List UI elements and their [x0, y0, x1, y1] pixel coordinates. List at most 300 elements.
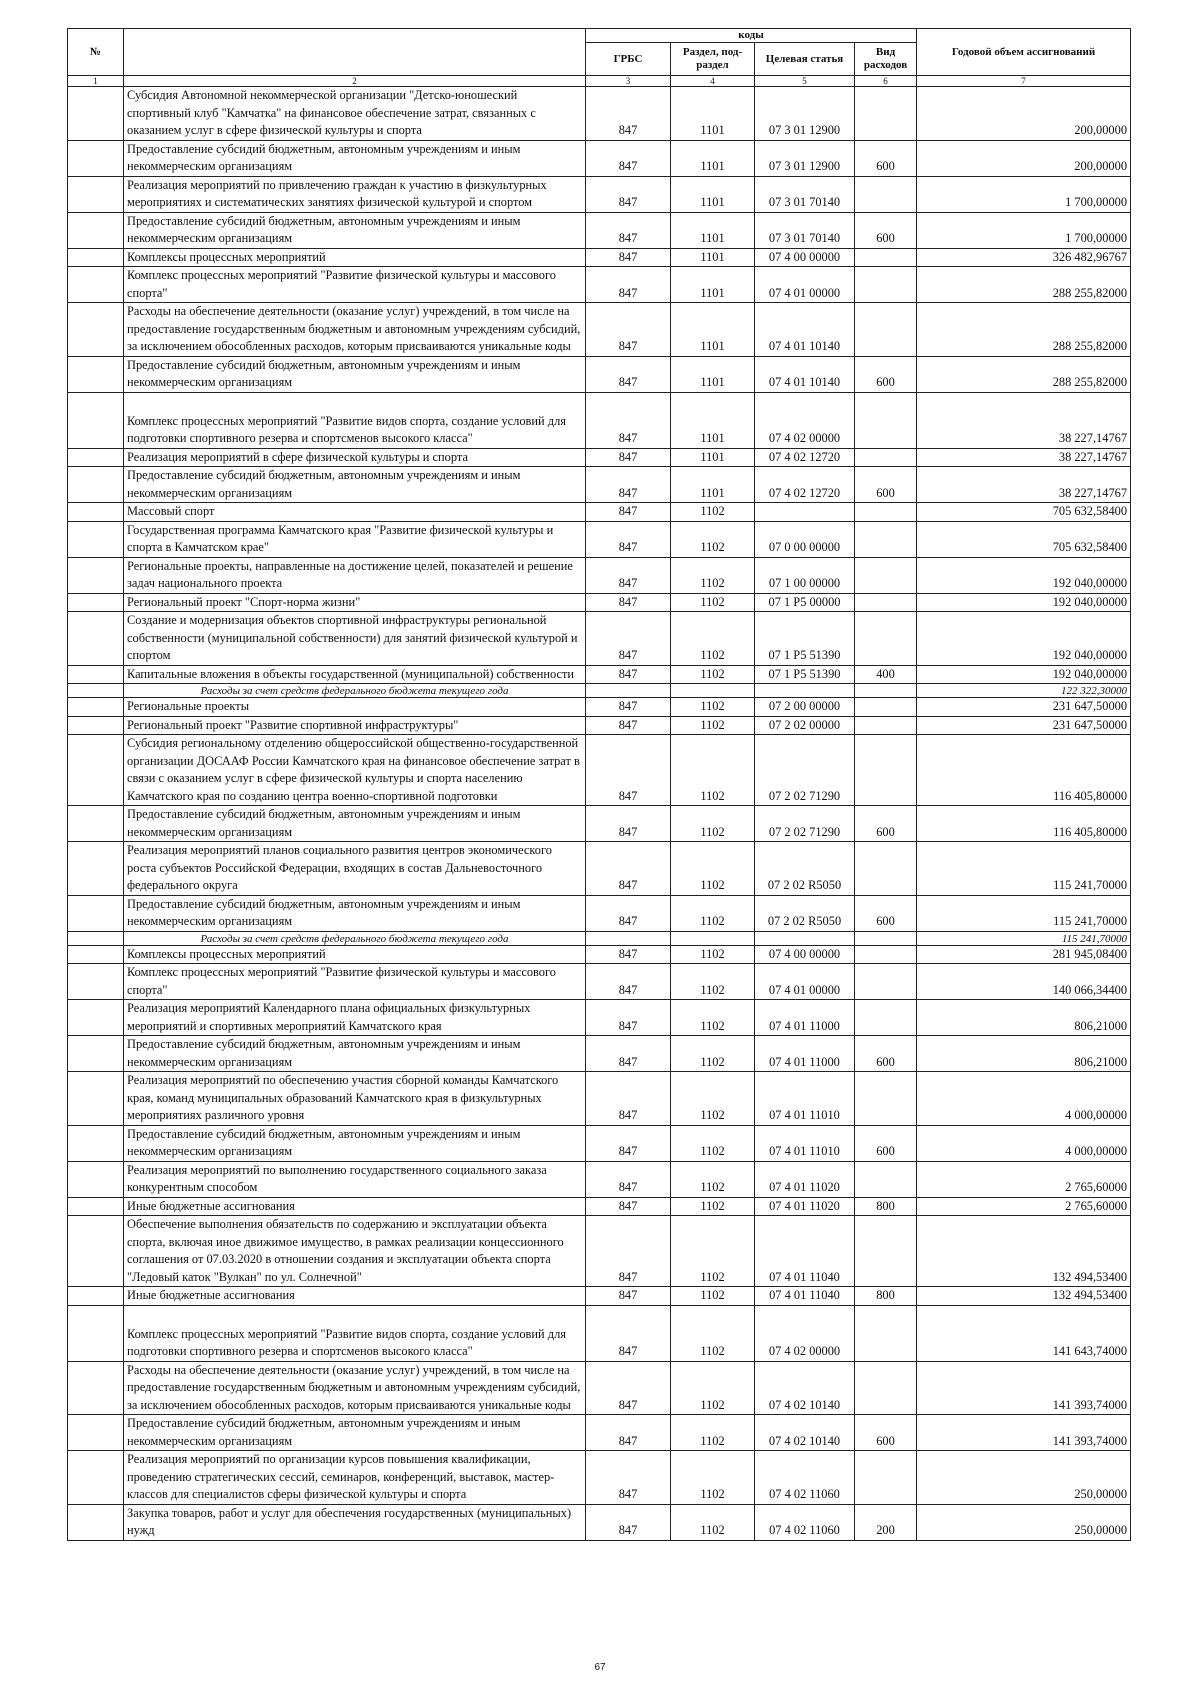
row-grbs-cell: 847: [586, 503, 671, 522]
row-target-cell: 07 4 02 00000: [755, 392, 855, 448]
row-grbs-cell: 847: [586, 176, 671, 212]
row-num-cell: [68, 593, 124, 612]
row-grbs-cell: 847: [586, 1197, 671, 1216]
table-row: [68, 557, 1131, 593]
row-grbs-cell: 847: [586, 964, 671, 1000]
row-target-cell: 07 4 01 11040: [755, 1287, 855, 1306]
row-grbs-cell: 847: [586, 467, 671, 503]
row-amount-cell: 141 393,74000: [917, 1361, 1131, 1415]
row-kind-cell: [855, 557, 917, 593]
row-amount-cell: 140 066,34400: [917, 964, 1131, 1000]
row-section-cell: 1101: [671, 448, 755, 467]
row-target-cell: 07 3 01 12900: [755, 87, 855, 141]
col-number: 7: [917, 76, 1131, 87]
row-section-cell: 1102: [671, 503, 755, 522]
table-row: [68, 842, 1131, 896]
row-target-cell: 07 4 01 00000: [755, 964, 855, 1000]
row-name-cell: Комплекс процессных мероприятий "Развитие видов спорта, создание условий для подготовки спортивного резерва и спортсменов высокого класса": [124, 1305, 586, 1361]
row-kind-cell: [855, 392, 917, 448]
table-row: [68, 1305, 1131, 1361]
row-amount-cell: 200,00000: [917, 87, 1131, 141]
row-amount-cell: 192 040,00000: [917, 612, 1131, 666]
row-num-cell: [68, 1504, 124, 1540]
row-num-cell: [68, 87, 124, 141]
row-section-cell: 1102: [671, 1000, 755, 1036]
row-target-cell: 07 4 02 10140: [755, 1415, 855, 1451]
row-name-cell: Иные бюджетные ассигнования: [124, 1197, 586, 1216]
row-kind-cell: [855, 716, 917, 735]
header-section: Раздел, под- раздел: [671, 43, 755, 76]
row-grbs-cell: 847: [586, 248, 671, 267]
row-name-cell: Обеспечение выполнения обязательств по содержанию и эксплуатации объекта спорта, включая иное движимое имущество, в рамках реализации концессионного соглашения от 07.03.2020 в отношении создания и эксплуатации объекта спорта "Ледовый каток "Вулкан" по ул. Солнечной": [124, 1216, 586, 1287]
row-kind-cell: 400: [855, 665, 917, 684]
header-name: [124, 29, 586, 76]
table-row: [68, 1000, 1131, 1036]
row-grbs-cell: 847: [586, 448, 671, 467]
row-grbs-cell: 847: [586, 895, 671, 931]
row-section-cell: 1102: [671, 945, 755, 964]
budget-table: [67, 28, 1131, 1541]
row-target-cell: 07 2 02 71290: [755, 806, 855, 842]
row-section-cell: 1101: [671, 248, 755, 267]
row-name-cell: Региональные проекты: [124, 698, 586, 717]
header-grbs: ГРБС: [586, 43, 671, 76]
table-row: [68, 303, 1131, 357]
row-amount-cell: 132 494,53400: [917, 1216, 1131, 1287]
row-amount-cell: 231 647,50000: [917, 716, 1131, 735]
row-name-cell: Предоставление субсидий бюджетным, автономным учреждениям и иным некоммерческим организациям: [124, 1125, 586, 1161]
row-name-cell: Закупка товаров, работ и услуг для обеспечения государственных (муниципальных) нужд: [124, 1504, 586, 1540]
row-name-cell: Создание и модернизация объектов спортивной инфраструктуры региональной собственности (муниципальной собственности) для занятий физической культурой и спортом: [124, 612, 586, 666]
row-amount-cell: 288 255,82000: [917, 356, 1131, 392]
row-section-cell: 1101: [671, 356, 755, 392]
table-row: [68, 895, 1131, 931]
row-name-cell: Массовый спорт: [124, 503, 586, 522]
row-kind-cell: [855, 1216, 917, 1287]
row-amount-cell: 192 040,00000: [917, 665, 1131, 684]
budget-sheet: [67, 28, 1130, 1541]
row-amount-cell: 2 765,60000: [917, 1197, 1131, 1216]
row-name-cell: Предоставление субсидий бюджетным, автономным учреждениям и иным некоммерческим организациям: [124, 1415, 586, 1451]
row-num-cell: [68, 612, 124, 666]
row-section-cell: 1102: [671, 593, 755, 612]
row-num-cell: [68, 1216, 124, 1287]
row-name-cell: Расходы на обеспечение деятельности (оказание услуг) учреждений, в том числе на предоставление государственным бюджетным и автономным учреждениям субсидий, за исключением обособленных расходов, которым присваиваются уникальные коды: [124, 1361, 586, 1415]
row-kind-cell: [855, 1161, 917, 1197]
row-amount-cell: 115 241,70000: [917, 931, 1131, 945]
row-target-cell: 07 2 02 71290: [755, 735, 855, 806]
row-grbs-cell: 847: [586, 1000, 671, 1036]
row-name-cell: Предоставление субсидий бюджетным, автономным учреждениям и иным некоммерческим организациям: [124, 212, 586, 248]
row-num-cell: [68, 1305, 124, 1361]
row-kind-cell: 600: [855, 1036, 917, 1072]
row-section-cell: 1102: [671, 735, 755, 806]
row-kind-cell: [855, 931, 917, 945]
row-target-cell: 07 4 00 00000: [755, 248, 855, 267]
row-target-cell: 07 4 01 10140: [755, 356, 855, 392]
row-section-cell: 1102: [671, 1361, 755, 1415]
row-kind-cell: [855, 303, 917, 357]
row-grbs-cell: [586, 684, 671, 698]
table-row: [68, 448, 1131, 467]
row-target-cell: 07 4 01 11010: [755, 1072, 855, 1126]
table-row: [68, 356, 1131, 392]
row-num-cell: [68, 1287, 124, 1306]
row-kind-cell: 600: [855, 1125, 917, 1161]
row-target-cell: 07 4 01 11020: [755, 1161, 855, 1197]
row-kind-cell: 600: [855, 895, 917, 931]
row-grbs-cell: 847: [586, 1072, 671, 1126]
row-kind-cell: [855, 698, 917, 717]
row-kind-cell: 600: [855, 212, 917, 248]
row-grbs-cell: 847: [586, 806, 671, 842]
table-row: [68, 964, 1131, 1000]
table-row: [68, 521, 1131, 557]
table-row: [68, 212, 1131, 248]
row-target-cell: 07 4 01 11010: [755, 1125, 855, 1161]
row-grbs-cell: 847: [586, 356, 671, 392]
row-section-cell: 1101: [671, 392, 755, 448]
row-amount-cell: 4 000,00000: [917, 1125, 1131, 1161]
row-section-cell: 1102: [671, 1125, 755, 1161]
row-num-cell: [68, 931, 124, 945]
row-kind-cell: 600: [855, 356, 917, 392]
row-grbs-cell: 847: [586, 735, 671, 806]
row-target-cell: 07 4 01 11000: [755, 1000, 855, 1036]
row-amount-cell: 141 643,74000: [917, 1305, 1131, 1361]
header-target: Целевая статья: [755, 43, 855, 76]
table-row: [68, 735, 1131, 806]
row-num-cell: [68, 895, 124, 931]
row-amount-cell: 705 632,58400: [917, 521, 1131, 557]
row-num-cell: [68, 176, 124, 212]
row-name-cell: Реализация мероприятий планов социального развития центров экономического роста субъектов Российской Федерации, входящих в состав Дальневосточного федерального округа: [124, 842, 586, 896]
row-section-cell: 1101: [671, 267, 755, 303]
table-row: [68, 1415, 1131, 1451]
row-amount-cell: 231 647,50000: [917, 698, 1131, 717]
row-name-cell: Комплекс процессных мероприятий "Развитие физической культуры и массового спорта": [124, 267, 586, 303]
row-num-cell: [68, 212, 124, 248]
row-section-cell: 1101: [671, 212, 755, 248]
row-name-cell: Субсидия региональному отделению общероссийской общественно-государственной организации ДОСААФ России Камчатского края на финансовое обеспечение затрат в связи с оказанием услуг в сфере физической культуры и спорта населению Камчатского края по созданию центра военно-спортивной подготовки: [124, 735, 586, 806]
table-row: [68, 1072, 1131, 1126]
row-name-cell: Предоставление субсидий бюджетным, автономным учреждениям и иным некоммерческим организациям: [124, 1036, 586, 1072]
row-kind-cell: [855, 842, 917, 896]
row-amount-cell: 705 632,58400: [917, 503, 1131, 522]
row-target-cell: 07 3 01 12900: [755, 140, 855, 176]
row-amount-cell: 1 700,00000: [917, 176, 1131, 212]
row-section-cell: 1101: [671, 303, 755, 357]
row-grbs-cell: 847: [586, 557, 671, 593]
row-kind-cell: [855, 964, 917, 1000]
row-num-cell: [68, 1197, 124, 1216]
row-grbs-cell: 847: [586, 1161, 671, 1197]
row-name-cell: Реализация мероприятий по привлечению граждан к участию в физкультурных мероприятиях и систематических занятиях физической культурой и спортом: [124, 176, 586, 212]
row-grbs-cell: 847: [586, 1305, 671, 1361]
table-row: [68, 267, 1131, 303]
row-name-cell: Предоставление субсидий бюджетным, автономным учреждениям и иным некоммерческим организациям: [124, 806, 586, 842]
row-num-cell: [68, 945, 124, 964]
row-num-cell: [68, 356, 124, 392]
row-kind-cell: 800: [855, 1287, 917, 1306]
row-section-cell: [671, 931, 755, 945]
row-target-cell: 07 4 02 00000: [755, 1305, 855, 1361]
row-section-cell: 1102: [671, 1287, 755, 1306]
col-number: 1: [68, 76, 124, 87]
table-row: [68, 467, 1131, 503]
row-target-cell: 07 4 02 12720: [755, 448, 855, 467]
table-row: [68, 1451, 1131, 1505]
row-amount-cell: 122 322,30000: [917, 684, 1131, 698]
row-target-cell: [755, 931, 855, 945]
row-name-cell: Субсидия Автономной некоммерческой организации "Детско-юношеский спортивный клуб "Камчатка" на финансовое обеспечение затрат, связанных с оказанием услуг в сфере физической культуры и спорта: [124, 87, 586, 141]
table-row: [68, 1216, 1131, 1287]
row-num-cell: [68, 448, 124, 467]
row-grbs-cell: 847: [586, 1287, 671, 1306]
row-section-cell: 1102: [671, 895, 755, 931]
row-section-cell: 1102: [671, 964, 755, 1000]
table-row: [68, 698, 1131, 717]
row-num-cell: [68, 267, 124, 303]
row-name-cell: Региональный проект "Спорт-норма жизни": [124, 593, 586, 612]
row-name-cell: Предоставление субсидий бюджетным, автономным учреждениям и иным некоммерческим организациям: [124, 140, 586, 176]
row-grbs-cell: 847: [586, 1125, 671, 1161]
row-kind-cell: 600: [855, 806, 917, 842]
row-num-cell: [68, 1161, 124, 1197]
row-name-cell: Комплекс процессных мероприятий "Развитие физической культуры и массового спорта": [124, 964, 586, 1000]
row-grbs-cell: 847: [586, 212, 671, 248]
table-body: [68, 87, 1131, 1541]
col-number: 6: [855, 76, 917, 87]
row-grbs-cell: 847: [586, 392, 671, 448]
row-section-cell: 1101: [671, 467, 755, 503]
row-amount-cell: 192 040,00000: [917, 557, 1131, 593]
row-amount-cell: 200,00000: [917, 140, 1131, 176]
row-amount-cell: 281 945,08400: [917, 945, 1131, 964]
row-grbs-cell: 847: [586, 1415, 671, 1451]
row-grbs-cell: 847: [586, 140, 671, 176]
table-row: [68, 1197, 1131, 1216]
row-section-cell: 1101: [671, 140, 755, 176]
row-section-cell: 1102: [671, 698, 755, 717]
row-grbs-cell: 847: [586, 1504, 671, 1540]
table-row: [68, 1361, 1131, 1415]
row-kind-cell: [855, 735, 917, 806]
row-name-cell: Реализация мероприятий по обеспечению участия сборной команды Камчатского края, команд муниципальных образований Камчатского края в физкультурных мероприятиях различного уровня: [124, 1072, 586, 1126]
row-name-cell: Государственная программа Камчатского края "Развитие физической культуры и спорта в Камчатском крае": [124, 521, 586, 557]
row-num-cell: [68, 842, 124, 896]
row-kind-cell: [855, 176, 917, 212]
row-kind-cell: [855, 267, 917, 303]
table-row: [68, 1287, 1131, 1306]
row-grbs-cell: 847: [586, 521, 671, 557]
row-kind-cell: [855, 1451, 917, 1505]
table-row: [68, 140, 1131, 176]
row-target-cell: 07 4 00 00000: [755, 945, 855, 964]
row-num-cell: [68, 557, 124, 593]
row-amount-cell: 116 405,80000: [917, 806, 1131, 842]
row-target-cell: 07 2 02 R5050: [755, 842, 855, 896]
row-section-cell: 1102: [671, 521, 755, 557]
row-num-cell: [68, 665, 124, 684]
row-name-cell: Комплексы процессных мероприятий: [124, 945, 586, 964]
row-amount-cell: 116 405,80000: [917, 735, 1131, 806]
row-name-cell: Реализация мероприятий по выполнению государственного социального заказа конкурентным способом: [124, 1161, 586, 1197]
row-target-cell: 07 0 00 00000: [755, 521, 855, 557]
row-amount-cell: 4 000,00000: [917, 1072, 1131, 1126]
row-target-cell: 07 4 01 11000: [755, 1036, 855, 1072]
row-section-cell: 1102: [671, 1197, 755, 1216]
row-name-cell: Реализация мероприятий в сфере физической культуры и спорта: [124, 448, 586, 467]
row-num-cell: [68, 806, 124, 842]
row-amount-cell: 250,00000: [917, 1504, 1131, 1540]
row-target-cell: 07 4 02 11060: [755, 1504, 855, 1540]
row-kind-cell: [855, 448, 917, 467]
row-kind-cell: [855, 1361, 917, 1415]
table-row: [68, 806, 1131, 842]
row-num-cell: [68, 248, 124, 267]
row-section-cell: 1102: [671, 1036, 755, 1072]
row-name-cell: Региональные проекты, направленные на достижение целей, показателей и решение задач национального проекта: [124, 557, 586, 593]
row-amount-cell: 326 482,96767: [917, 248, 1131, 267]
row-amount-cell: 38 227,14767: [917, 467, 1131, 503]
row-name-cell: Реализация мероприятий по организации курсов повышения квалификации, проведению стратегических сессий, семинаров, конференций, выставок, мастер-классов для специалистов сферы физической культуры и спорта: [124, 1451, 586, 1505]
row-num-cell: [68, 140, 124, 176]
row-section-cell: [671, 684, 755, 698]
row-amount-cell: 192 040,00000: [917, 593, 1131, 612]
row-name-cell: Комплексы процессных мероприятий: [124, 248, 586, 267]
table-row: [68, 665, 1131, 684]
table-row: [68, 1504, 1131, 1540]
row-num-cell: [68, 1361, 124, 1415]
row-target-cell: 07 1 P5 51390: [755, 612, 855, 666]
row-section-cell: 1101: [671, 87, 755, 141]
row-name-cell: Предоставление субсидий бюджетным, автономным учреждениям и иным некоммерческим организациям: [124, 356, 586, 392]
row-name-cell: Предоставление субсидий бюджетным, автономным учреждениям и иным некоммерческим организациям: [124, 895, 586, 931]
row-num-cell: [68, 503, 124, 522]
row-target-cell: 07 4 02 12720: [755, 467, 855, 503]
row-num-cell: [68, 716, 124, 735]
table-row: [68, 1036, 1131, 1072]
row-num-cell: [68, 392, 124, 448]
row-name-cell: Расходы за счет средств федерального бюджета текущего года: [124, 931, 586, 945]
row-amount-cell: 132 494,53400: [917, 1287, 1131, 1306]
row-grbs-cell: 847: [586, 303, 671, 357]
row-target-cell: 07 3 01 70140: [755, 212, 855, 248]
header-volume: Годовой объем ассигнований: [917, 29, 1131, 76]
row-section-cell: 1102: [671, 716, 755, 735]
header-num: №: [68, 29, 124, 76]
row-kind-cell: [855, 945, 917, 964]
row-name-cell: Расходы за счет средств федерального бюджета текущего года: [124, 684, 586, 698]
row-kind-cell: [855, 1305, 917, 1361]
table-row: [68, 87, 1131, 141]
row-grbs-cell: 847: [586, 87, 671, 141]
row-name-cell: Реализация мероприятий Календарного плана официальных физкультурных мероприятий и спортивных мероприятий Камчатского края: [124, 1000, 586, 1036]
row-section-cell: 1102: [671, 1161, 755, 1197]
row-section-cell: 1102: [671, 557, 755, 593]
row-section-cell: 1102: [671, 1504, 755, 1540]
row-grbs-cell: 847: [586, 698, 671, 717]
row-target-cell: 07 1 00 00000: [755, 557, 855, 593]
row-section-cell: 1102: [671, 665, 755, 684]
row-grbs-cell: 847: [586, 716, 671, 735]
row-kind-cell: 600: [855, 140, 917, 176]
row-kind-cell: [855, 684, 917, 698]
row-target-cell: 07 4 01 10140: [755, 303, 855, 357]
row-num-cell: [68, 521, 124, 557]
row-num-cell: [68, 467, 124, 503]
row-amount-cell: 38 227,14767: [917, 448, 1131, 467]
row-name-cell: Комплекс процессных мероприятий "Развитие видов спорта, создание условий для подготовки спортивного резерва и спортсменов высокого класса": [124, 392, 586, 448]
row-target-cell: 07 2 02 00000: [755, 716, 855, 735]
row-amount-cell: 2 765,60000: [917, 1161, 1131, 1197]
row-name-cell: Расходы на обеспечение деятельности (оказание услуг) учреждений, в том числе на предоставление государственным бюджетным и автономным учреждениям субсидий, за исключением обособленных расходов, которым присваиваются уникальные коды: [124, 303, 586, 357]
row-section-cell: 1102: [671, 612, 755, 666]
row-amount-cell: 115 241,70000: [917, 895, 1131, 931]
row-grbs-cell: 847: [586, 842, 671, 896]
row-section-cell: 1102: [671, 842, 755, 896]
row-section-cell: 1102: [671, 1415, 755, 1451]
table-row: [68, 945, 1131, 964]
row-grbs-cell: 847: [586, 612, 671, 666]
row-kind-cell: 200: [855, 1504, 917, 1540]
table-row: [68, 248, 1131, 267]
row-grbs-cell: 847: [586, 945, 671, 964]
row-grbs-cell: 847: [586, 267, 671, 303]
row-target-cell: 07 2 02 R5050: [755, 895, 855, 931]
row-section-cell: 1102: [671, 1072, 755, 1126]
row-grbs-cell: 847: [586, 665, 671, 684]
row-grbs-cell: 847: [586, 1216, 671, 1287]
row-target-cell: [755, 503, 855, 522]
row-num-cell: [68, 1000, 124, 1036]
row-kind-cell: [855, 593, 917, 612]
row-kind-cell: 600: [855, 467, 917, 503]
col-number: 3: [586, 76, 671, 87]
table-row: [68, 593, 1131, 612]
row-amount-cell: 806,21000: [917, 1000, 1131, 1036]
row-amount-cell: 141 393,74000: [917, 1415, 1131, 1451]
table-row: [68, 176, 1131, 212]
row-kind-cell: 600: [855, 1415, 917, 1451]
row-kind-cell: [855, 1000, 917, 1036]
row-section-cell: 1101: [671, 176, 755, 212]
table-row: [68, 392, 1131, 448]
table-row: [68, 716, 1131, 735]
federal-funds-row: [68, 684, 1131, 698]
row-section-cell: 1102: [671, 1305, 755, 1361]
row-grbs-cell: 847: [586, 1036, 671, 1072]
row-grbs-cell: 847: [586, 1361, 671, 1415]
row-kind-cell: [855, 1072, 917, 1126]
row-target-cell: 07 1 P5 00000: [755, 593, 855, 612]
row-name-cell: Предоставление субсидий бюджетным, автономным учреждениям и иным некоммерческим организациям: [124, 467, 586, 503]
row-grbs-cell: 847: [586, 1451, 671, 1505]
row-target-cell: 07 4 02 11060: [755, 1451, 855, 1505]
row-num-cell: [68, 1125, 124, 1161]
row-amount-cell: 38 227,14767: [917, 392, 1131, 448]
row-num-cell: [68, 735, 124, 806]
row-num-cell: [68, 1072, 124, 1126]
row-num-cell: [68, 1415, 124, 1451]
row-grbs-cell: 847: [586, 593, 671, 612]
row-target-cell: 07 4 01 11020: [755, 1197, 855, 1216]
row-num-cell: [68, 698, 124, 717]
header-codes: коды: [586, 29, 917, 43]
row-num-cell: [68, 1451, 124, 1505]
row-kind-cell: [855, 87, 917, 141]
